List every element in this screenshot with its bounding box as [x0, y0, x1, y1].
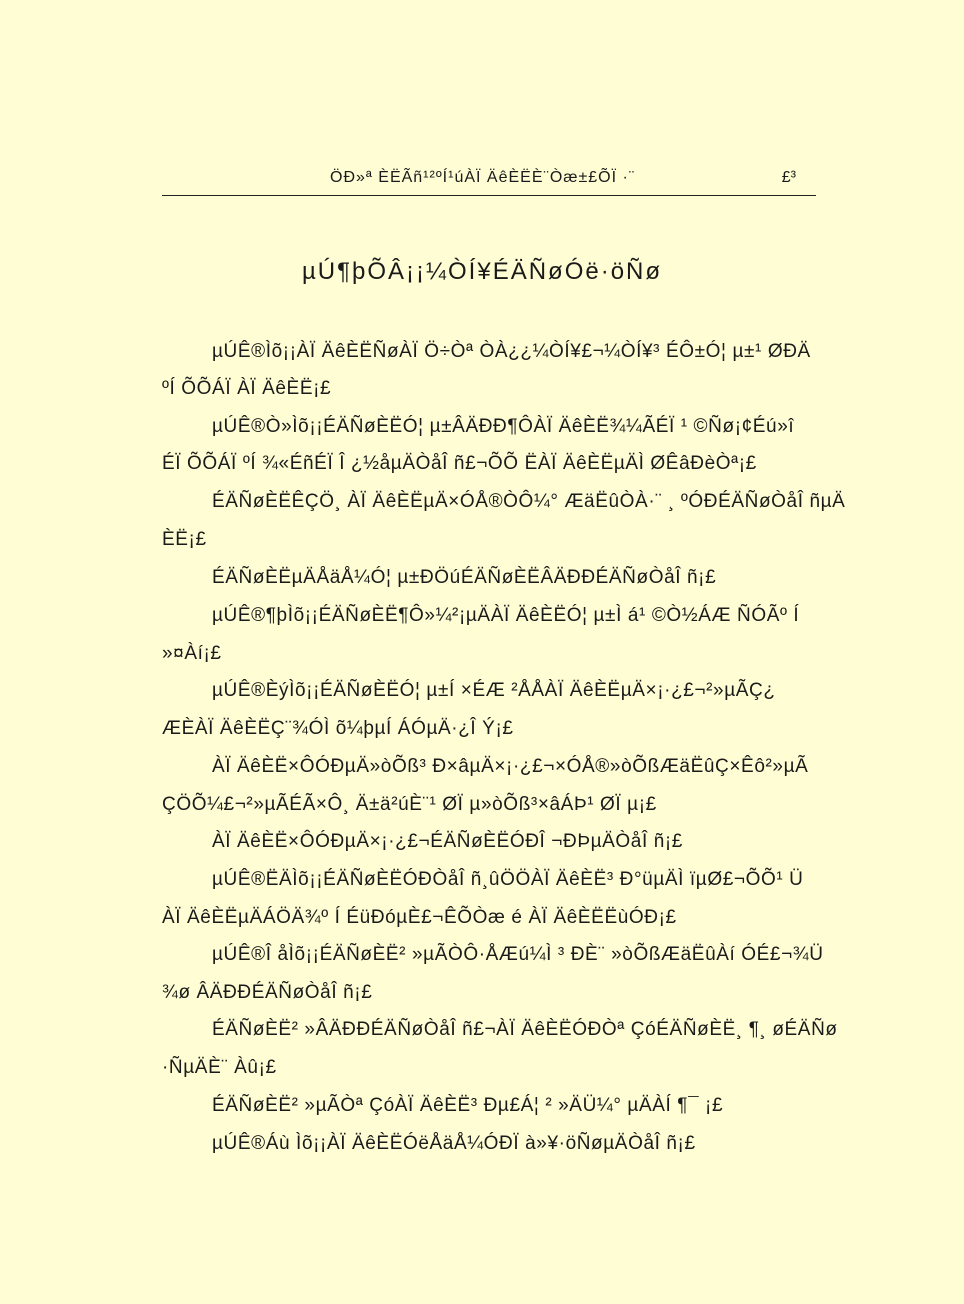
paragraph-line: ÉÄÑøÈËµÄÅäÅ¼Ó¦ µ±ÐÖúÉÄÑøÈËÂÄÐÐÉÄÑøÒåÎ ñ¡£ [212, 567, 717, 588]
paragraph-line: ºÍ ÕÕÁÏ ÀÏ ÄêÈË¡£ [162, 378, 332, 399]
paragraph-line: µÚÊ®Áù Ìõ¡¡ÀÏ ÄêÈËÓëÅäÅ¼ÓÐÏ à»¥·öÑøµÄÒåÎ ñ¡£ [212, 1133, 696, 1154]
paragraph-line: ÉÄÑøÈË² »µÃÒª ÇóÀÏ ÄêÈË³ Ðµ£Á¦ ² »ÄÜ¼° µÄÀÍ ¶¯ ¡£ [212, 1095, 724, 1116]
paragraph-line: µÚÊ®ËÄÌõ¡¡ÉÄÑøÈËÓÐÒåÎ ñ¸ûÖÖÀÏ ÄêÈË³ Ð°üµÄÌ ïµØ£¬ÕÕ¹ Ü [212, 869, 804, 890]
paragraph-line: µÚÊ®Ìõ¡¡ÀÏ ÄêÈËÑøÀÏ Ö÷Òª ÒÀ¿¿¼ÒÍ¥£¬¼ÒÍ¥³ ÉÔ±Ó¦ µ±¹ ØÐÄ [212, 341, 811, 362]
paragraph-line: ÆÈÀÏ ÄêÈËÇ¨¾ÓÌ õ¼þµÍ ÁÓµÄ·¿Î Ý¡£ [162, 718, 514, 739]
paragraph-line: ÇÖÕ¼£¬²»µÃÉÃ×Ô¸ Ä±ä²úÈ¨¹ ØÏ µ»òÕß³×âÁÞ¹ ØÏ µ¡£ [162, 794, 657, 815]
paragraph-line: µÚÊ®Î åÌõ¡¡ÉÄÑøÈË² »µÃÒÔ·ÅÆú¼Ì ³ ÐÈ¨ »òÕßÆäËûÀí ÓÉ£¬¾Ü [212, 944, 824, 965]
running-header [162, 165, 816, 196]
paragraph-line: ÈË¡£ [162, 529, 207, 550]
page-number: £³ [781, 169, 796, 186]
paragraph-line: ÀÏ ÄêÈË×ÔÓÐµÄ»òÕß³ Ð×âµÄ×¡·¿£¬×ÓÅ®»òÕßÆäËûÇ×Êô²»µÃ [212, 756, 809, 777]
paragraph-line: µÚÊ®Ò»Ìõ¡¡ÉÄÑøÈËÓ¦ µ±ÂÄÐÐ¶ÔÀÏ ÄêÈË¾¼ÃÉÏ ¹ ©Ñø¡¢Éú»î [212, 416, 795, 437]
paragraph-line: µÚÊ®ÈýÌõ¡¡ÉÄÑøÈËÓ¦ µ±Í ×ÉÆ ²ÅÅÀÏ ÄêÈËµÄ×¡·¿£¬²»µÃÇ¿ [212, 680, 776, 701]
section-title: µÚ¶þÕÂ¡¡¼ÒÍ¥ÉÄÑøÓë·öÑø [301, 258, 663, 285]
paragraph-line: ÉÏ ÕÕÁÏ ºÍ ¾«ÉñÉÏ Î ¿½åµÄÒåÎ ñ£¬ÕÕ ËÀÏ ÄêÈËµÄÌ ØÊâÐèÒª¡£ [162, 453, 757, 474]
header-title: ÖÐ»ª ÈËÃñ¹²ºÍ¹úÀÏ ÄêÈËÈ¨Òæ±£ÕÏ ·¨ [330, 169, 636, 186]
paragraph-line: ÀÏ ÄêÈË×ÔÓÐµÄ×¡·¿£¬ÉÄÑøÈËÓÐÎ ¬ÐÞµÄÒåÎ ñ¡£ [212, 831, 683, 852]
paragraph-line: ÉÄÑøÈË² »ÂÄÐÐÉÄÑøÒåÎ ñ£¬ÀÏ ÄêÈËÓÐÒª ÇóÉÄÑøÈË¸ ¶¸ øÉÄÑø [212, 1019, 838, 1040]
paragraph-line: ·ÑµÄÈ¨ Àû¡£ [162, 1057, 277, 1078]
paragraph-line: µÚÊ®¶þÌõ¡¡ÉÄÑøÈË¶Ô»¼²¡µÄÀÏ ÄêÈËÓ¦ µ±Ì á¹ ©Ò½ÁÆ ÑÓÃº Í [212, 605, 800, 626]
paragraph-line: »¤Àí¡£ [162, 643, 222, 664]
paragraph-line: ÀÏ ÄêÈËµÄÁÖÄ¾º Í ÉüÐóµÈ£¬ÊÕÒæ é ÀÏ ÄêÈËËùÓÐ¡£ [162, 907, 677, 928]
paragraph-line: ¾ø ÂÄÐÐÉÄÑøÒåÎ ñ¡£ [162, 982, 373, 1003]
paragraph-line: ÉÄÑøÈËÊÇÖ¸ ÀÏ ÄêÈËµÄ×ÓÅ®ÒÔ¼° ÆäËûÒÀ·¨ ¸ ºÓÐÉÄÑøÒåÎ ñµÄ [212, 491, 846, 512]
